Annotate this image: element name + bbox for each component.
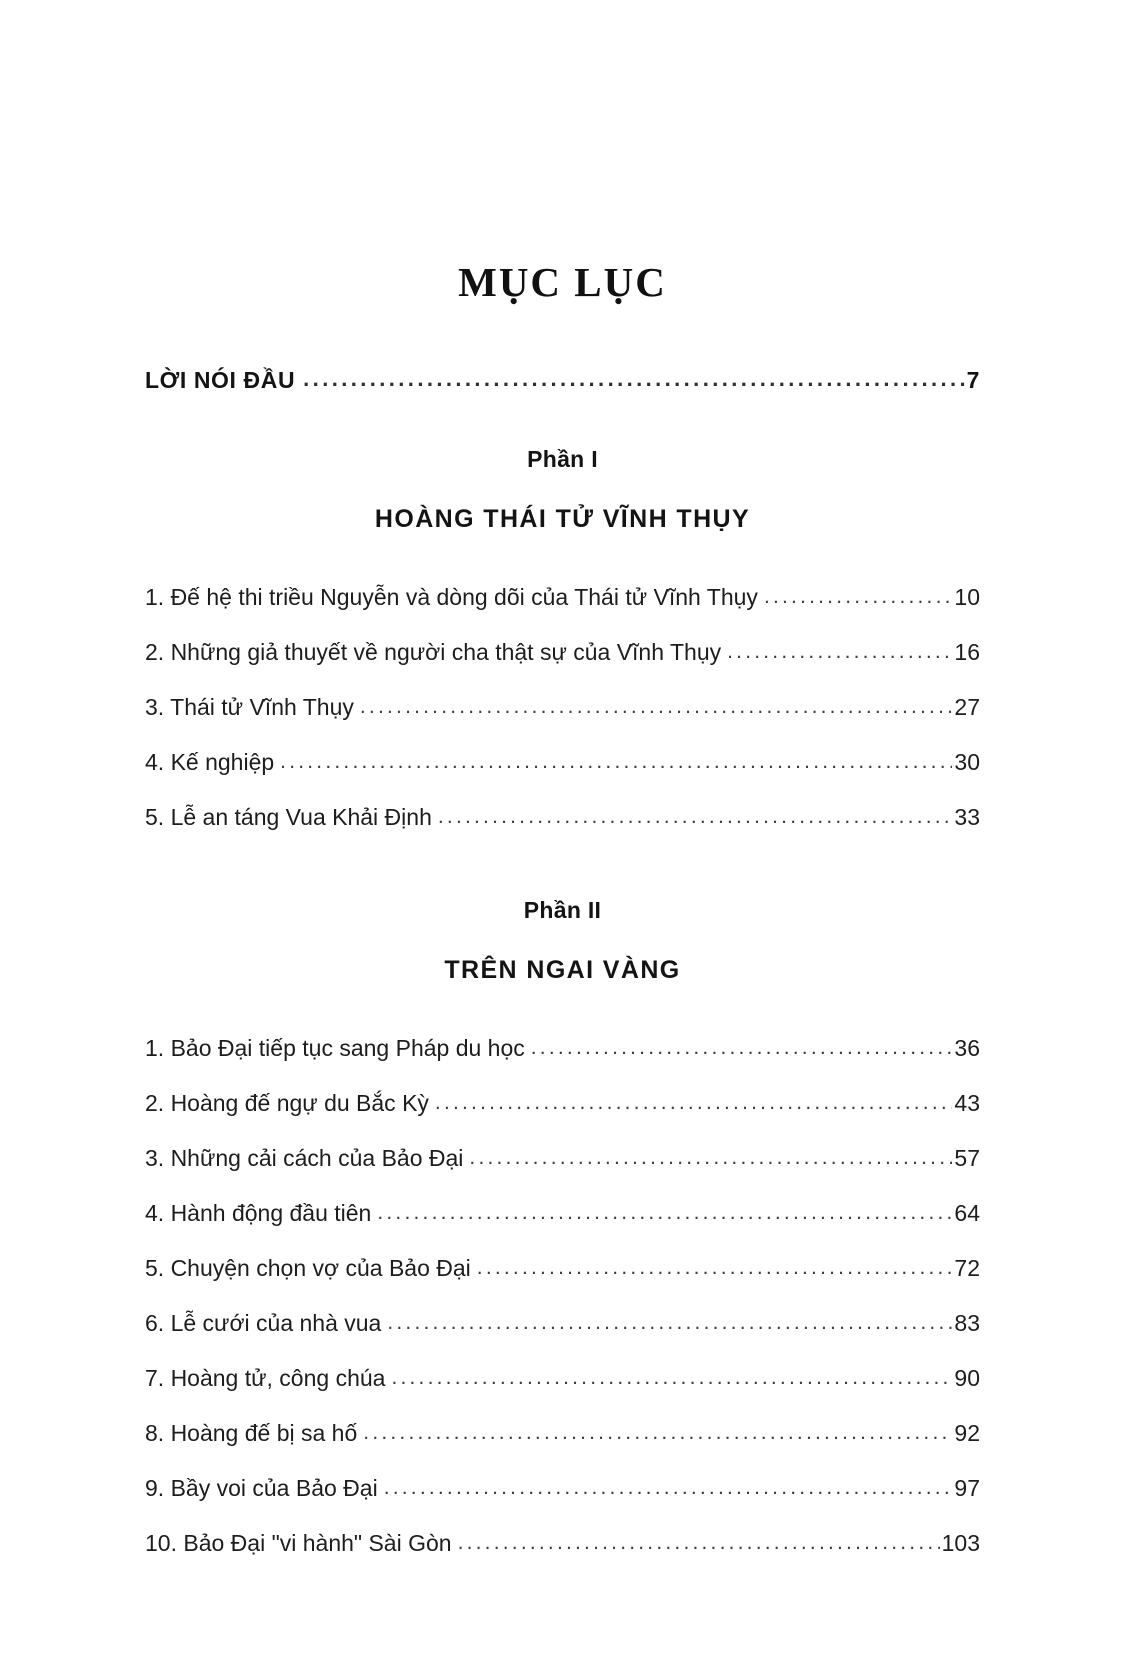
- toc-entries-part-1: [145, 570, 980, 845]
- toc-entry: [145, 1461, 980, 1516]
- dot-leader: [391, 1367, 952, 1388]
- toc-entry: [145, 735, 980, 790]
- toc-entry-label: 8. Hoàng đế bị sa hố: [145, 1420, 358, 1446]
- dot-leader: [387, 1312, 952, 1333]
- part-header-2: [145, 897, 980, 985]
- toc-entry-preface: [145, 367, 980, 394]
- toc-entry-page: 36: [954, 1035, 980, 1061]
- dot-leader: [438, 806, 953, 827]
- toc-entry: [145, 1351, 980, 1406]
- part-label: Phần II: [523, 897, 602, 923]
- dot-leader: [377, 1202, 952, 1223]
- toc-entry-label: 1. Bảo Đại tiếp tục sang Pháp du học: [145, 1035, 525, 1061]
- toc-entry-page: 43: [954, 1090, 980, 1116]
- toc-entry: [145, 625, 980, 680]
- part-name: TRÊN NGAI VÀNG: [444, 956, 681, 984]
- toc-entry: [145, 1406, 980, 1461]
- toc-entry-page: 30: [954, 749, 980, 775]
- toc-entry: [145, 1131, 980, 1186]
- toc-entry-label: 7. Hoàng tử, công chúa: [145, 1365, 386, 1391]
- toc-entry-page: 16: [954, 639, 980, 665]
- dot-leader: [458, 1532, 940, 1553]
- toc-entry: [145, 1186, 980, 1241]
- part-name: HOÀNG THÁI TỬ VĨNH THỤY: [374, 505, 751, 533]
- part-header-1: [145, 446, 980, 534]
- toc-entry-label: 5. Lễ an táng Vua Khải Định: [145, 804, 432, 830]
- toc-entry-page: 33: [954, 804, 980, 830]
- toc-entry-page: 10: [954, 584, 980, 610]
- toc-entry-label: 5. Chuyện chọn vợ của Bảo Đại: [145, 1255, 471, 1281]
- dot-leader: [727, 641, 952, 662]
- dot-leader: [363, 1422, 952, 1443]
- toc-entry: [145, 1241, 980, 1296]
- dot-leader: [280, 751, 952, 772]
- toc-entry-label: 4. Kế nghiệp: [145, 749, 275, 775]
- toc-entry-label: 2. Những giả thuyết về người cha thật sự của Vĩnh Thụy: [145, 639, 722, 665]
- page-title: MỤC LỤC: [458, 259, 667, 305]
- toc-entry: [145, 1296, 980, 1351]
- toc-entry: [145, 1076, 980, 1131]
- toc-entry: [145, 1021, 980, 1076]
- toc-entry-label: 10. Bảo Đại "vi hành" Sài Gòn: [145, 1530, 452, 1556]
- toc-entry: [145, 1516, 980, 1571]
- toc-entry-label: 2. Hoàng đế ngự du Bắc Kỳ: [145, 1090, 429, 1116]
- toc-entry-label: 1. Đế hệ thi triều Nguyễn và dòng dõi của Thái tử Vĩnh Thụy: [145, 584, 758, 610]
- toc-entry-page: 7: [966, 367, 980, 393]
- toc-entry: [145, 570, 980, 625]
- toc-entry-page: 57: [954, 1145, 980, 1171]
- dot-leader: [469, 1147, 952, 1168]
- toc-entry-page: 64: [954, 1200, 980, 1226]
- toc-entry-page: 83: [954, 1310, 980, 1336]
- part-label: Phần I: [527, 446, 598, 472]
- toc-entry-page: 27: [954, 694, 980, 720]
- dot-leader: [764, 586, 952, 607]
- toc-entries-part-2: [145, 1021, 980, 1571]
- toc-entry-label: 3. Những cải cách của Bảo Đại: [145, 1145, 464, 1171]
- toc-entry-page: 103: [941, 1530, 980, 1556]
- toc-entry-label: LỜI NÓI ĐẦU: [145, 367, 296, 393]
- dot-leader: [384, 1477, 953, 1498]
- toc-entry-page: 72: [954, 1255, 980, 1281]
- toc-entry-label: 4. Hành động đầu tiên: [145, 1200, 372, 1226]
- dot-leader: [303, 366, 964, 392]
- toc-entry-page: 97: [954, 1475, 980, 1501]
- dot-leader: [477, 1257, 953, 1278]
- dot-leader: [531, 1037, 953, 1058]
- dot-leader: [435, 1092, 952, 1113]
- toc-entry: [145, 680, 980, 735]
- dot-leader: [360, 696, 953, 717]
- toc-entry-page: 92: [954, 1420, 980, 1446]
- toc-entry-label: 3. Thái tử Vĩnh Thụy: [145, 694, 354, 720]
- toc-entry-label: 9. Bầy voi của Bảo Đại: [145, 1475, 378, 1501]
- toc-entry-label: 6. Lễ cưới của nhà vua: [145, 1310, 382, 1336]
- toc-entry: [145, 790, 980, 845]
- toc-entry-page: 90: [954, 1365, 980, 1391]
